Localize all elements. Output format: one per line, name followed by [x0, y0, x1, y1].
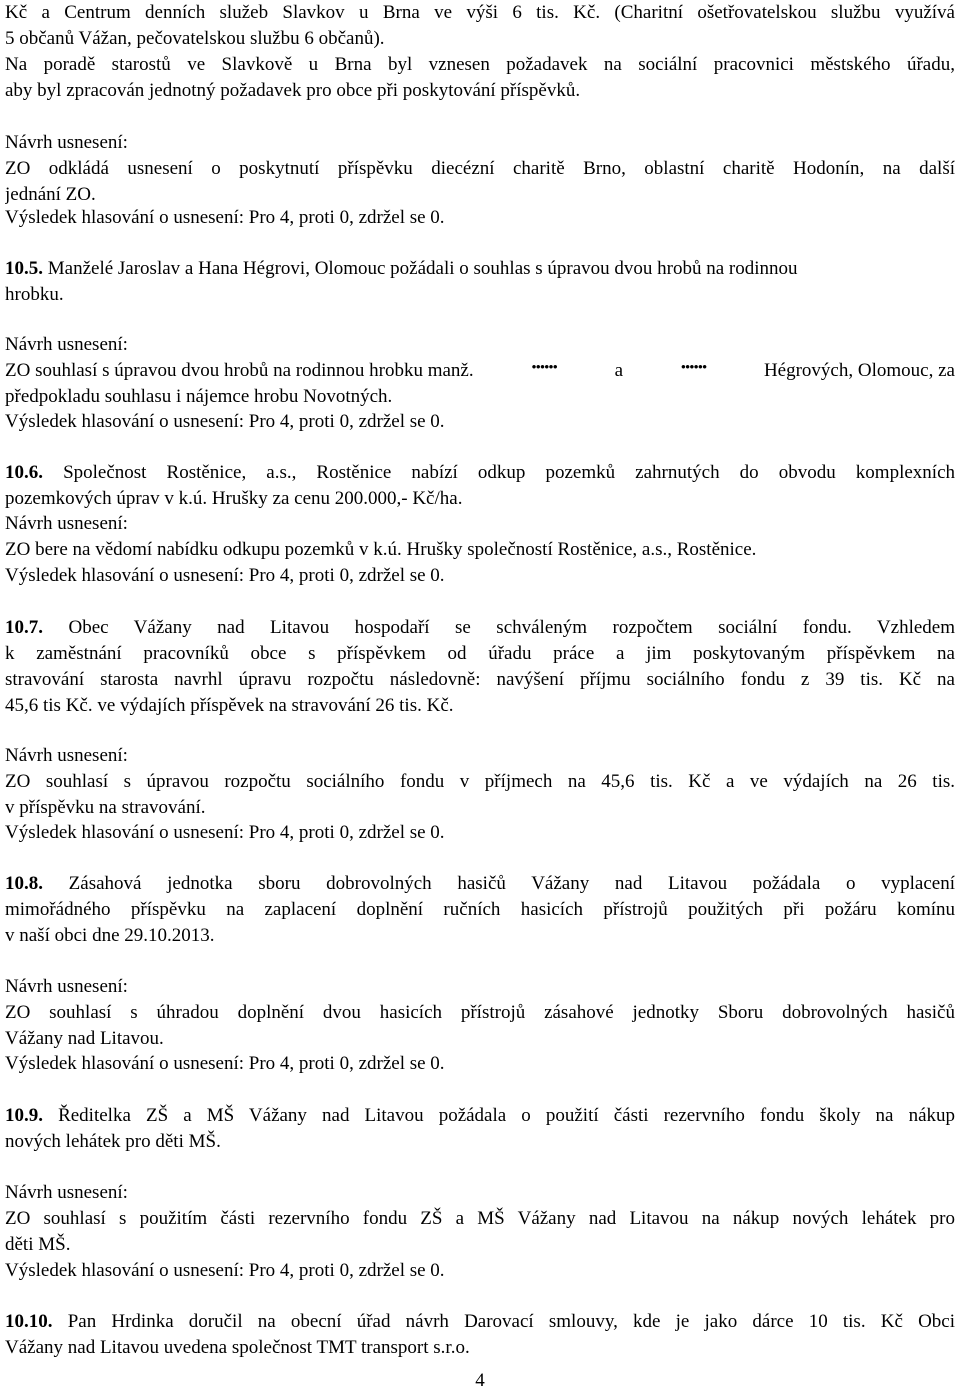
paragraph-line: Na poradě starostů ve Slavkově u Brna byl vznesen požadavek na sociální pracovnici městského úřadu,	[5, 54, 955, 75]
paragraph-line: stravování starosta navrhl úpravu rozpočtu následovně: navýšení příjmu sociálního fondu z 39 tis. Kč na	[5, 669, 955, 690]
item-number: 10.5.	[5, 258, 43, 279]
redacted-name: ••••••	[531, 360, 557, 376]
vote-result: Výsledek hlasování o usnesení: Pro 4, proti 0, zdržel se 0.	[5, 411, 445, 432]
paragraph-line: 5 občanů Vážan, pečovatelskou službu 6 občanů).	[5, 28, 385, 49]
vote-result: Výsledek hlasování o usnesení: Pro 4, proti 0, zdržel se 0.	[5, 1260, 445, 1281]
resolution-line: v příspěvku na stravování.	[5, 797, 206, 818]
paragraph-line: hrobku.	[5, 284, 64, 305]
item-10-8-line: 10.8. Zásahová jednotka sboru dobrovolných hasičů Vážany nad Litavou požádala o vyplacení	[5, 873, 955, 894]
paragraph-line: k zaměstnání pracovníků obce s příspěvkem od úřadu práce a jim poskytovaným příspěvkem na	[5, 643, 955, 664]
proposal-label: Návrh usnesení:	[5, 1182, 128, 1203]
resolution-line: ZO souhlasí s úpravou rozpočtu sociálního fondu v příjmech na 45,6 tis. Kč a ve výdajích na 26 tis.	[5, 771, 955, 792]
resolution-line: ZO souhlasí s úhradou doplnění dvou hasicích přístrojů zásahové jednotky Sboru dobrovolných hasičů	[5, 1002, 955, 1023]
redacted-name: ••••••	[680, 360, 707, 376]
page-number: 4	[475, 1370, 485, 1391]
vote-result: Výsledek hlasování o usnesení: Pro 4, proti 0, zdržel se 0.	[5, 565, 445, 586]
item-number: 10.7.	[5, 617, 43, 638]
proposal-label: Návrh usnesení:	[5, 132, 128, 153]
item-10-5-line: 10.5. Manželé Jaroslav a Hana Hégrovi, Olomouc požádali o souhlas s úpravou dvou hrobů na rodinnou	[5, 258, 798, 279]
paragraph-line: nových lehátek pro děti MŠ.	[5, 1131, 221, 1152]
resolution-line: předpokladu souhlasu i nájemce hrobu Novotných.	[5, 386, 393, 407]
paragraph-line: 45,6 tis Kč. ve výdajích příspěvek na stravování 26 tis. Kč.	[5, 695, 454, 716]
vote-result: Výsledek hlasování o usnesení: Pro 4, proti 0, zdržel se 0.	[5, 822, 445, 843]
vote-result: Výsledek hlasování o usnesení: Pro 4, proti 0, zdržel se 0.	[5, 1053, 445, 1074]
resolution-line: Vážany nad Litavou.	[5, 1028, 164, 1049]
proposal-label: Návrh usnesení:	[5, 745, 128, 766]
paragraph-line: pozemkových úprav v k.ú. Hrušky za cenu 200.000,- Kč/ha.	[5, 488, 463, 509]
paragraph-line: v naší obci dne 29.10.2013.	[5, 925, 215, 946]
proposal-label: Návrh usnesení:	[5, 334, 128, 355]
resolution-line: jednání ZO.	[5, 184, 96, 205]
item-10-7-line: 10.7. Obec Vážany nad Litavou hospodaří se schváleným rozpočtem sociální fondu. Vzhledem	[5, 617, 955, 638]
resolution-line: ZO bere na vědomí nabídku odkupu pozemků v k.ú. Hrušky společností Rostěnice, a.s., Rostěnice.	[5, 539, 757, 560]
item-10-9-line: 10.9. Ředitelka ZŠ a MŠ Vážany nad Litavou požádala o použití části rezervního fondu školy na nákup	[5, 1105, 955, 1126]
vote-result: Výsledek hlasování o usnesení: Pro 4, proti 0, zdržel se 0.	[5, 207, 445, 228]
resolution-line: děti MŠ.	[5, 1234, 71, 1255]
item-10-10-line: 10.10. Pan Hrdinka doručil na obecní úřad návrh Darovací smlouvy, kde je jako dárce 10 tis. Kč Obci	[5, 1311, 955, 1332]
proposal-label: Návrh usnesení:	[5, 513, 128, 534]
resolution-line: ZO odkládá usnesení o poskytnutí příspěvku diecézní charitě Brno, oblastní charitě Hodonín, na další	[5, 158, 955, 179]
paragraph-line: Kč a Centrum denních služeb Slavkov u Brna ve výši 6 tis. Kč. (Charitní ošetřovatelskou službu využívá	[5, 2, 955, 23]
item-number: 10.10.	[5, 1311, 53, 1332]
item-10-6-line: 10.6. Společnost Rostěnice, a.s., Rostěnice nabízí odkup pozemků zahrnutých do obvodu komplexních	[5, 462, 955, 483]
proposal-label: Návrh usnesení:	[5, 976, 128, 997]
item-number: 10.6.	[5, 462, 43, 483]
resolution-line: ZO souhlasí s použitím části rezervního fondu ZŠ a MŠ Vážany nad Litavou na nákup nových lehátek pro	[5, 1208, 955, 1229]
resolution-line: ZO souhlasí s úpravou dvou hrobů na rodinnou hrobku manž. •••••• a •••••• Hégrových, Olomouc, za	[5, 358, 955, 384]
item-number: 10.9.	[5, 1105, 43, 1126]
paragraph-line: mimořádného příspěvku na zaplacení doplnění ručních hasicích přístrojů použitých při požáru komínu	[5, 899, 955, 920]
paragraph-line: Vážany nad Litavou uvedena společnost TMT transport s.r.o.	[5, 1337, 470, 1358]
paragraph-line: aby byl zpracován jednotný požadavek pro obce při poskytování příspěvků.	[5, 80, 581, 101]
item-number: 10.8.	[5, 873, 43, 894]
